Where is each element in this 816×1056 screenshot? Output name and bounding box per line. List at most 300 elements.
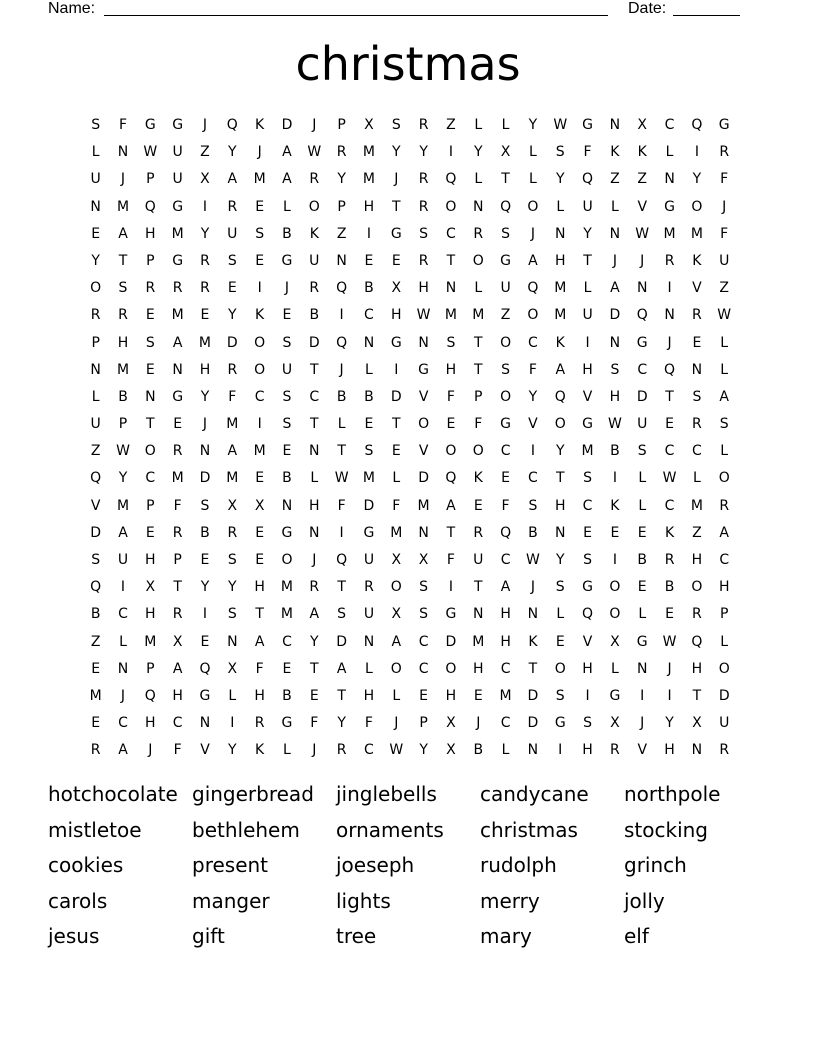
grid-letter: R xyxy=(227,198,238,215)
word-list-item: rudolph xyxy=(480,853,557,877)
grid-row xyxy=(82,522,738,549)
grid-letter: L xyxy=(638,606,647,623)
grid-letter: U xyxy=(500,280,511,297)
grid-letter: P xyxy=(337,198,346,215)
grid-letter: R xyxy=(719,144,730,161)
grid-letter: Q xyxy=(500,198,512,215)
grid-letter: S xyxy=(91,117,101,133)
grid-letter: E xyxy=(637,579,647,596)
grid-letter: R xyxy=(692,307,702,324)
grid-letter: O xyxy=(500,388,512,405)
grid-letter: U xyxy=(90,416,101,433)
word-list-item: gift xyxy=(192,924,225,948)
grid-letter: C xyxy=(664,497,675,514)
grid-letter: M xyxy=(417,497,430,514)
grid-letter: A xyxy=(282,171,292,188)
grid-letter: X xyxy=(172,633,183,650)
grid-letter: G xyxy=(172,388,184,405)
grid-letter: E xyxy=(255,552,265,568)
grid-letter: V xyxy=(637,742,648,759)
grid-letter: W xyxy=(717,307,732,324)
grid-letter: N xyxy=(636,280,648,297)
word-list-item: lights xyxy=(336,888,391,913)
grid-letter: Y xyxy=(665,715,674,732)
grid-row xyxy=(82,304,738,331)
grid-letter: M xyxy=(472,633,485,650)
grid-row xyxy=(82,413,738,440)
word-list-item: christmas xyxy=(480,817,578,842)
grid-row xyxy=(82,250,738,277)
grid-letter: L xyxy=(474,117,483,133)
grid-letter: D xyxy=(390,388,402,405)
grid-letter: G xyxy=(281,715,293,732)
grid-letter: I xyxy=(667,687,672,704)
grid-row xyxy=(82,114,738,141)
grid-letter: L xyxy=(556,606,565,623)
grid-letter: H xyxy=(609,388,621,405)
grid-letter: I xyxy=(585,334,590,351)
grid-letter: O xyxy=(691,198,703,215)
grid-letter: H xyxy=(582,660,593,677)
grid-letter: L xyxy=(720,633,729,650)
grid-letter: H xyxy=(254,687,265,704)
grid-letter: H xyxy=(363,198,375,215)
grid-letter: R xyxy=(418,117,429,133)
grid-letter: Y xyxy=(91,252,100,269)
grid-letter: P xyxy=(419,715,428,732)
grid-letter: Y xyxy=(528,117,538,133)
grid-letter: B xyxy=(664,579,675,596)
grid-letter: R xyxy=(172,280,183,297)
grid-letter: L xyxy=(692,470,701,487)
grid-letter: O xyxy=(718,660,730,677)
grid-letter: L xyxy=(392,470,401,487)
grid-letter: R xyxy=(692,416,702,433)
grid-letter: N xyxy=(664,171,675,188)
grid-letter: N xyxy=(281,497,293,514)
grid-letter: R xyxy=(227,361,238,378)
grid-letter: Y xyxy=(200,225,210,242)
grid-letter: I xyxy=(694,144,699,161)
grid-letter: Q xyxy=(336,552,348,568)
word-list-item: cookies xyxy=(48,853,124,877)
worksheet-header xyxy=(0,0,816,20)
grid-letter: O xyxy=(445,198,457,215)
grid-letter: O xyxy=(527,307,539,324)
grid-letter: T xyxy=(446,252,456,269)
grid-letter: M xyxy=(690,225,703,242)
grid-letter: D xyxy=(609,307,621,324)
grid-letter: H xyxy=(664,742,675,759)
word-list-item: elf xyxy=(624,924,649,948)
grid-letter: P xyxy=(474,388,483,405)
grid-letter: M xyxy=(116,198,130,215)
grid-letter: C xyxy=(418,633,429,650)
grid-letter: B xyxy=(282,470,292,487)
grid-letter: F xyxy=(337,497,346,514)
grid-letter: Y xyxy=(473,144,483,161)
grid-letter: D xyxy=(527,715,539,732)
grid-letter: C xyxy=(691,443,702,460)
grid-letter: L xyxy=(529,171,537,188)
grid-letter: K xyxy=(255,307,265,324)
grid-letter: L xyxy=(283,742,291,759)
grid-letter: G xyxy=(718,117,730,133)
grid-letter: N xyxy=(609,225,621,242)
grid-letter: L xyxy=(720,361,729,378)
grid-letter: F xyxy=(364,715,373,732)
grid-letter: R xyxy=(118,307,128,324)
grid-letter: J xyxy=(530,225,535,242)
grid-letter: R xyxy=(90,307,101,324)
grid-letter: E xyxy=(555,633,565,650)
grid-letter: C xyxy=(309,388,320,405)
grid-letter: E xyxy=(145,307,155,324)
grid-letter: C xyxy=(528,470,538,487)
grid-letter: G xyxy=(172,252,184,269)
grid-letter: E xyxy=(391,443,401,460)
grid-letter: T xyxy=(337,443,346,460)
grid-letter: W xyxy=(553,117,568,133)
grid-letter: G xyxy=(554,715,566,732)
grid-letter: S xyxy=(610,361,620,378)
grid-letter: B xyxy=(336,388,347,405)
grid-letter: N xyxy=(90,198,101,215)
grid-letter: S xyxy=(583,552,593,568)
grid-letter: Q xyxy=(500,524,512,541)
grid-letter: L xyxy=(529,144,537,161)
grid-letter: C xyxy=(500,715,511,732)
grid-row xyxy=(82,168,738,195)
grid-letter: R xyxy=(473,225,484,242)
grid-letter: E xyxy=(473,687,483,704)
grid-letter: M xyxy=(280,606,293,623)
grid-letter: N xyxy=(664,307,675,324)
grid-letter: U xyxy=(227,225,238,242)
grid-letter: S xyxy=(419,606,429,623)
grid-letter: R xyxy=(254,715,265,732)
grid-letter: W xyxy=(416,307,431,324)
grid-letter: U xyxy=(363,606,375,623)
grid-letter: L xyxy=(228,687,237,704)
grid-letter: P xyxy=(146,171,155,188)
grid-letter: X xyxy=(610,633,620,650)
grid-letter: R xyxy=(200,280,210,297)
grid-letter: Y xyxy=(391,144,401,161)
grid-row xyxy=(82,277,738,304)
grid-letter: N xyxy=(473,606,484,623)
grid-letter: S xyxy=(419,225,429,242)
grid-letter: O xyxy=(718,470,730,487)
grid-letter: Y xyxy=(692,171,702,188)
grid-letter: W xyxy=(525,552,540,568)
grid-letter: N xyxy=(117,660,129,677)
grid-letter: S xyxy=(282,388,292,405)
grid-letter: R xyxy=(90,742,101,759)
word-list-item: stocking xyxy=(624,817,709,842)
grid-letter: H xyxy=(418,280,429,297)
grid-letter: I xyxy=(202,198,208,215)
grid-letter: K xyxy=(664,524,675,541)
grid-row xyxy=(82,739,738,766)
grid-letter: R xyxy=(309,171,320,188)
grid-letter: X xyxy=(227,660,238,677)
grid-letter: W xyxy=(334,470,349,487)
grid-letter: Y xyxy=(337,171,346,188)
grid-letter: S xyxy=(391,117,401,133)
grid-letter: Q xyxy=(90,470,102,487)
grid-letter: P xyxy=(91,334,100,351)
grid-letter: A xyxy=(719,388,729,405)
grid-letter: L xyxy=(501,117,510,133)
grid-letter: H xyxy=(145,606,156,623)
grid-letter: R xyxy=(336,144,347,161)
grid-letter: T xyxy=(310,361,319,378)
grid-letter: K xyxy=(555,334,565,351)
grid-letter: N xyxy=(199,715,211,732)
grid-letter: T xyxy=(337,579,346,596)
grid-letter: S xyxy=(583,715,593,732)
grid-letter: B xyxy=(282,225,292,242)
grid-letter: H xyxy=(582,361,593,378)
grid-letter: J xyxy=(640,252,645,269)
grid-letter: L xyxy=(365,660,373,677)
grid-row xyxy=(82,576,738,603)
grid-letter: S xyxy=(118,280,128,297)
grid-letter: C xyxy=(118,606,128,623)
grid-letter: L xyxy=(556,198,565,215)
grid-row xyxy=(82,658,738,685)
grid-letter: F xyxy=(720,171,729,188)
grid-letter: G xyxy=(636,334,648,351)
grid-letter: I xyxy=(366,225,372,242)
grid-letter: J xyxy=(640,715,645,732)
word-list-item: jesus xyxy=(48,924,100,948)
grid-letter: W xyxy=(635,225,650,242)
grid-letter: N xyxy=(199,443,211,460)
grid-letter: T xyxy=(146,416,155,433)
grid-row xyxy=(82,603,738,630)
grid-letter: V xyxy=(90,497,101,514)
grid-letter: C xyxy=(364,307,374,324)
grid-letter: C xyxy=(500,552,511,568)
grid-letter: E xyxy=(200,552,210,568)
grid-letter: M xyxy=(116,497,130,514)
grid-letter: H xyxy=(117,334,129,351)
grid-letter: S xyxy=(692,388,702,405)
grid-letter: K xyxy=(528,633,538,650)
grid-letter: R xyxy=(172,606,183,623)
grid-letter: V xyxy=(418,443,429,460)
grid-letter: L xyxy=(720,334,729,351)
grid-letter: G xyxy=(636,633,648,650)
grid-letter: F xyxy=(310,715,319,732)
date-label: Date: xyxy=(628,0,667,17)
grid-letter: O xyxy=(254,334,266,351)
grid-letter: D xyxy=(418,470,429,487)
grid-letter: L xyxy=(283,198,291,215)
grid-letter: X xyxy=(364,117,374,133)
grid-letter: J xyxy=(394,715,399,732)
grid-letter: E xyxy=(255,198,265,215)
grid-letter: S xyxy=(583,470,593,487)
grid-letter: O xyxy=(90,280,102,297)
letter-grid xyxy=(82,114,738,767)
grid-letter: E xyxy=(282,307,292,324)
grid-letter: A xyxy=(254,633,265,650)
grid-letter: E xyxy=(364,416,374,433)
word-list-item: present xyxy=(192,853,269,877)
grid-letter: F xyxy=(474,416,483,433)
grid-letter: L xyxy=(610,198,619,215)
grid-letter: E xyxy=(227,280,237,297)
grid-letter: V xyxy=(418,388,429,405)
grid-letter: P xyxy=(173,552,182,568)
grid-letter: M xyxy=(362,470,375,487)
grid-letter: I xyxy=(667,280,672,297)
grid-letter: Q xyxy=(582,606,594,623)
grid-letter: T xyxy=(118,252,128,269)
grid-letter: E xyxy=(91,225,101,242)
grid-letter: L xyxy=(501,742,510,759)
word-list-row xyxy=(48,920,778,956)
grid-letter: J xyxy=(148,742,153,759)
grid-letter: H xyxy=(172,687,183,704)
grid-letter: C xyxy=(500,443,511,460)
grid-letter: Y xyxy=(118,470,128,487)
grid-letter: J xyxy=(312,117,317,133)
grid-letter: P xyxy=(118,416,128,433)
grid-letter: O xyxy=(554,660,566,677)
grid-letter: L xyxy=(365,361,373,378)
grid-letter: Y xyxy=(419,144,428,161)
grid-letter: R xyxy=(664,252,675,269)
grid-letter: I xyxy=(230,715,235,732)
grid-letter: I xyxy=(448,144,453,161)
grid-letter: J xyxy=(667,660,672,677)
grid-letter: E xyxy=(364,252,374,269)
grid-letter: N xyxy=(418,334,429,351)
grid-letter: H xyxy=(254,579,265,596)
grid-letter: T xyxy=(501,171,510,188)
grid-letter: R xyxy=(719,497,730,514)
grid-letter: E xyxy=(255,252,265,269)
grid-letter: C xyxy=(664,443,675,460)
grid-letter: X xyxy=(391,552,402,568)
date-blank-line xyxy=(673,15,740,16)
grid-letter: P xyxy=(146,660,155,677)
grid-letter: Q xyxy=(144,687,156,704)
grid-letter: Y xyxy=(555,552,565,568)
grid-letter: L xyxy=(310,470,319,487)
grid-letter: V xyxy=(200,742,210,759)
grid-letter: R xyxy=(145,280,156,297)
grid-row xyxy=(82,495,738,522)
grid-letter: S xyxy=(528,497,538,514)
grid-letter: R xyxy=(172,443,183,460)
grid-letter: X xyxy=(692,715,702,732)
grid-letter: S xyxy=(282,334,292,351)
grid-letter: L xyxy=(474,280,483,297)
grid-letter: N xyxy=(363,633,375,650)
grid-letter: H xyxy=(718,579,730,596)
grid-letter: N xyxy=(636,660,648,677)
grid-letter: K xyxy=(255,742,265,759)
grid-letter: X xyxy=(418,552,429,568)
grid-letter: G xyxy=(363,524,375,541)
grid-letter: Q xyxy=(336,334,348,351)
grid-letter: V xyxy=(582,633,593,650)
grid-letter: V xyxy=(582,388,593,405)
grid-letter: E xyxy=(200,633,210,650)
word-list-item: hotchocolate xyxy=(48,782,178,806)
grid-letter: A xyxy=(309,606,320,623)
grid-letter: S xyxy=(555,579,565,596)
grid-letter: B xyxy=(637,552,648,568)
grid-letter: O xyxy=(472,443,484,460)
grid-letter: N xyxy=(336,252,347,269)
grid-letter: L xyxy=(119,633,127,650)
grid-letter: M xyxy=(390,524,403,541)
grid-letter: T xyxy=(391,198,401,215)
grid-row xyxy=(82,332,738,359)
grid-letter: K xyxy=(610,144,620,161)
grid-letter: Y xyxy=(528,388,538,405)
grid-letter: O xyxy=(527,198,539,215)
grid-row xyxy=(82,223,738,250)
grid-letter: H xyxy=(554,252,566,269)
grid-letter: M xyxy=(144,633,157,650)
grid-letter: U xyxy=(719,715,730,732)
grid-letter: U xyxy=(582,307,593,324)
grid-letter: Z xyxy=(692,524,702,541)
grid-letter: L xyxy=(583,280,592,297)
grid-letter: E xyxy=(583,524,592,541)
grid-letter: J xyxy=(120,171,126,188)
grid-letter: O xyxy=(472,252,484,269)
grid-letter: T xyxy=(310,416,319,433)
word-list-item: jolly xyxy=(624,888,665,913)
grid-letter: Q xyxy=(144,198,156,215)
grid-letter: Q xyxy=(636,307,648,324)
grid-letter: P xyxy=(146,252,155,269)
grid-letter: I xyxy=(120,579,126,596)
grid-letter: F xyxy=(255,660,264,677)
grid-letter: B xyxy=(200,524,210,541)
grid-letter: Y xyxy=(228,742,237,759)
grid-letter: Y xyxy=(555,171,565,188)
grid-letter: S xyxy=(364,443,374,460)
grid-letter: C xyxy=(528,334,538,351)
word-list-item: gingerbread xyxy=(192,782,314,806)
grid-letter: Q xyxy=(582,171,594,188)
grid-letter: B xyxy=(118,388,128,405)
grid-letter: O xyxy=(254,361,266,378)
grid-letter: D xyxy=(281,117,293,133)
word-list-item: grinch xyxy=(624,853,687,877)
grid-letter: G xyxy=(172,117,184,133)
grid-letter: A xyxy=(391,633,402,650)
grid-letter: B xyxy=(282,687,292,704)
grid-letter: G xyxy=(582,579,593,596)
grid-letter: S xyxy=(337,606,347,623)
grid-letter: S xyxy=(501,225,511,242)
grid-letter: R xyxy=(227,524,238,541)
grid-letter: D xyxy=(308,334,320,351)
grid-letter: M xyxy=(472,307,485,324)
grid-letter: Q xyxy=(664,361,676,378)
word-list-item: ornaments xyxy=(336,817,444,842)
